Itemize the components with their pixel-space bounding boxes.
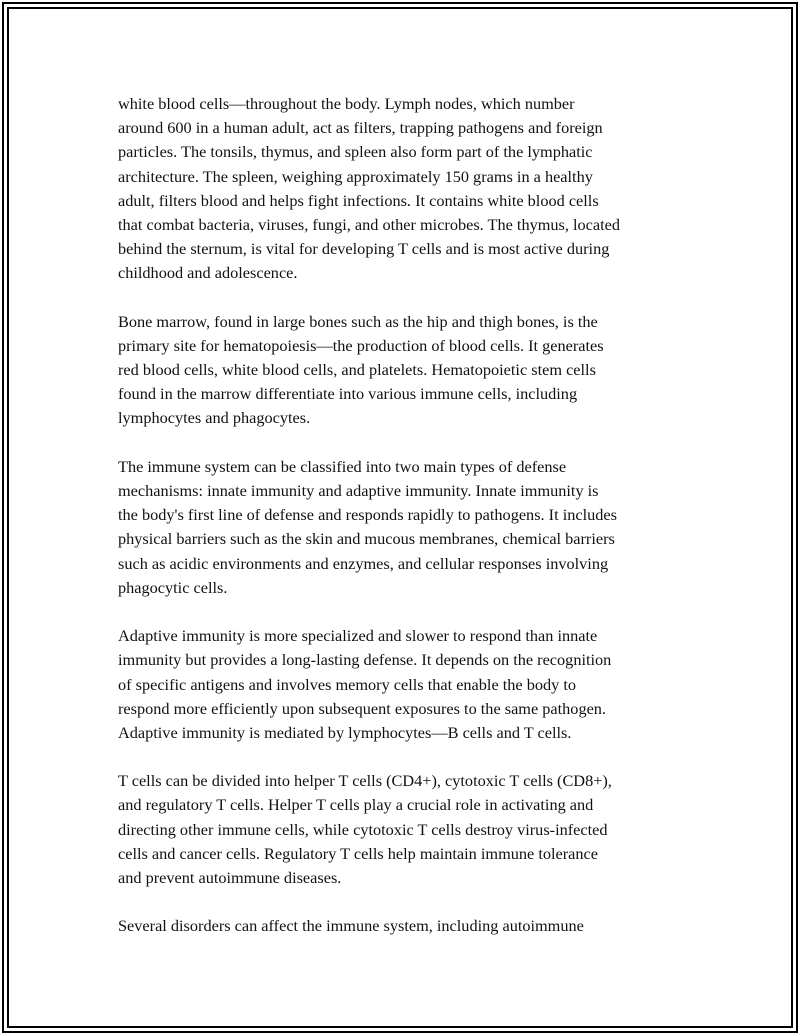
text-line: primary site for hematopoiesis—the production of blood cells. It generates <box>118 335 604 355</box>
text-line: immunity but provides a long-lasting defense. It depends on the recognition <box>118 650 612 670</box>
text-line: The immune system can be classified into two main types of defense <box>118 456 567 476</box>
text-line: of specific antigens and involves memory cells that enable the body to <box>118 674 577 694</box>
text-line: childhood and adolescence. <box>118 263 298 283</box>
text-line: cells and cancer cells. Regulatory T cells help maintain immune tolerance <box>118 843 598 863</box>
text-line: particles. The tonsils, thymus, and spleen also form part of the lymphatic <box>118 142 593 162</box>
text-line: Adaptive immunity is mediated by lymphocytes—B cells and T cells. <box>118 722 572 742</box>
text-line: Several disorders can affect the immune system, including autoimmune <box>118 916 584 936</box>
text-line: adult, filters blood and helps fight infections. It contains white blood cells <box>118 190 599 210</box>
paragraph <box>118 310 698 431</box>
text-line: mechanisms: innate immunity and adaptive immunity. Innate immunity is <box>118 481 599 500</box>
text-line: and regulatory T cells. Helper T cells play a crucial role in activating and <box>118 795 594 815</box>
text-line: white blood cells—throughout the body. Lymph nodes, which number <box>118 94 575 113</box>
text-line: found in the marrow differentiate into various immune cells, including <box>118 384 578 404</box>
text-line: lymphocytes and phagocytes. <box>118 408 311 428</box>
text-line: T cells can be divided into helper T cells (CD4+), cytotoxic T cells (CD8+), <box>118 771 612 791</box>
text-line: phagocytic cells. <box>118 577 228 597</box>
text-line: Adaptive immunity is more specialized and slower to respond than innate <box>118 626 598 646</box>
text-line: red blood cells, white blood cells, and platelets. Hematopoietic stem cells <box>118 360 596 380</box>
text-line: and prevent autoimmune diseases. <box>118 868 342 887</box>
paragraph <box>118 769 698 890</box>
text-line: behind the sternum, is vital for developing T cells and is most active during <box>118 239 610 259</box>
paragraph <box>118 455 698 600</box>
text-line: directing other immune cells, while cytotoxic T cells destroy virus-infected <box>118 819 608 839</box>
text-line: that combat bacteria, viruses, fungi, and other microbes. The thymus, located <box>118 214 621 234</box>
paragraph <box>118 92 698 286</box>
text-line: Bone marrow, found in large bones such as the hip and thigh bones, is the <box>118 311 598 331</box>
text-line: around 600 in a human adult, act as filters, trapping pathogens and foreign <box>118 118 603 138</box>
text-line: respond more efficiently upon subsequent exposures to the same pathogen. <box>118 698 607 718</box>
text-line: the body's first line of defense and responds rapidly to pathogens. It includes <box>118 505 617 525</box>
document-body <box>118 92 698 963</box>
text-line: physical barriers such as the skin and mucous membranes, chemical barriers <box>118 529 615 549</box>
text-line: architecture. The spleen, weighing approximately 150 grams in a healthy <box>118 166 593 186</box>
paragraph <box>118 624 698 745</box>
text-line: such as acidic environments and enzymes, and cellular responses involving <box>118 553 609 573</box>
paragraph <box>118 914 698 938</box>
